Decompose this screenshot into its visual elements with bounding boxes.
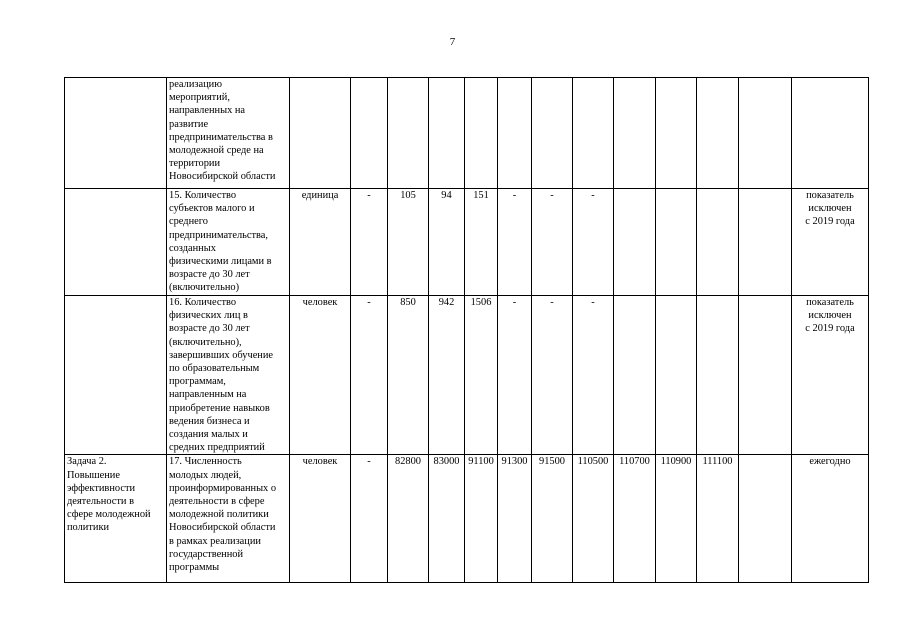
value-cell: 110500 xyxy=(573,455,614,583)
value-cell xyxy=(614,296,656,455)
value-cell: 82800 xyxy=(388,455,429,583)
indicator-cell: 16. Количество физических лиц в возрасте до 30 лет (включительно), завершивших обучение по образовательным программам, направленным на приобретение навыков ведения бизнеса и создания малых и средних предприятий xyxy=(167,296,290,455)
table-row xyxy=(65,189,869,296)
value-cell: - xyxy=(351,455,388,583)
task-cell xyxy=(65,189,167,296)
value-cell xyxy=(739,189,792,296)
value-cell xyxy=(498,78,532,189)
value-cell: 1506 xyxy=(465,296,498,455)
value-cell: 111100 xyxy=(697,455,739,583)
table-row xyxy=(65,296,869,455)
value-cell: - xyxy=(498,296,532,455)
value-cell xyxy=(739,296,792,455)
value-cell: - xyxy=(573,296,614,455)
value-cell xyxy=(465,78,498,189)
note-cell: ежегодно xyxy=(792,455,869,583)
value-cell: - xyxy=(498,189,532,296)
unit-cell: человек xyxy=(290,296,351,455)
value-cell: 94 xyxy=(429,189,465,296)
value-cell xyxy=(351,78,388,189)
value-cell xyxy=(656,78,697,189)
indicators-table xyxy=(64,77,869,583)
value-cell xyxy=(573,78,614,189)
value-cell xyxy=(739,455,792,583)
value-cell xyxy=(388,78,429,189)
indicator-cell: реализацию мероприятий, направленных на развитие предпринимательства в молодежной среде на территории Новосибирской области xyxy=(167,78,290,189)
value-cell: 110700 xyxy=(614,455,656,583)
value-cell: - xyxy=(351,189,388,296)
value-cell xyxy=(697,78,739,189)
value-cell xyxy=(656,296,697,455)
value-cell: 942 xyxy=(429,296,465,455)
note-cell xyxy=(792,78,869,189)
unit-cell xyxy=(290,78,351,189)
value-cell: - xyxy=(573,189,614,296)
value-cell: 151 xyxy=(465,189,498,296)
value-cell: 91500 xyxy=(532,455,573,583)
value-cell: 91100 xyxy=(465,455,498,583)
value-cell xyxy=(532,78,573,189)
value-cell: 83000 xyxy=(429,455,465,583)
value-cell: 110900 xyxy=(656,455,697,583)
value-cell: - xyxy=(351,296,388,455)
note-cell: показатель исключен с 2019 года xyxy=(792,189,869,296)
task-cell xyxy=(65,296,167,455)
table-row xyxy=(65,455,869,583)
value-cell xyxy=(739,78,792,189)
value-cell xyxy=(614,78,656,189)
value-cell: - xyxy=(532,189,573,296)
unit-cell: единица xyxy=(290,189,351,296)
value-cell xyxy=(429,78,465,189)
indicator-cell: 15. Количество субъектов малого и среднего предпринимательства, созданных физическими лицами в возрасте до 30 лет (включительно) xyxy=(167,189,290,296)
value-cell xyxy=(614,189,656,296)
value-cell xyxy=(656,189,697,296)
task-cell xyxy=(65,78,167,189)
indicator-cell: 17. Численность молодых людей, проинформированных о деятельности в сфере молодежной политики Новосибирской области в рамках реализации государственной программы xyxy=(167,455,290,583)
value-cell: 91300 xyxy=(498,455,532,583)
page-number: 7 xyxy=(449,36,456,48)
value-cell: - xyxy=(532,296,573,455)
table-row xyxy=(65,78,869,189)
note-cell: показатель исключен с 2019 года xyxy=(792,296,869,455)
value-cell: 105 xyxy=(388,189,429,296)
value-cell xyxy=(697,189,739,296)
task-cell: Задача 2. Повышение эффективности деятельности в сфере молодежной политики xyxy=(65,455,167,583)
unit-cell: человек xyxy=(290,455,351,583)
value-cell: 850 xyxy=(388,296,429,455)
value-cell xyxy=(697,296,739,455)
